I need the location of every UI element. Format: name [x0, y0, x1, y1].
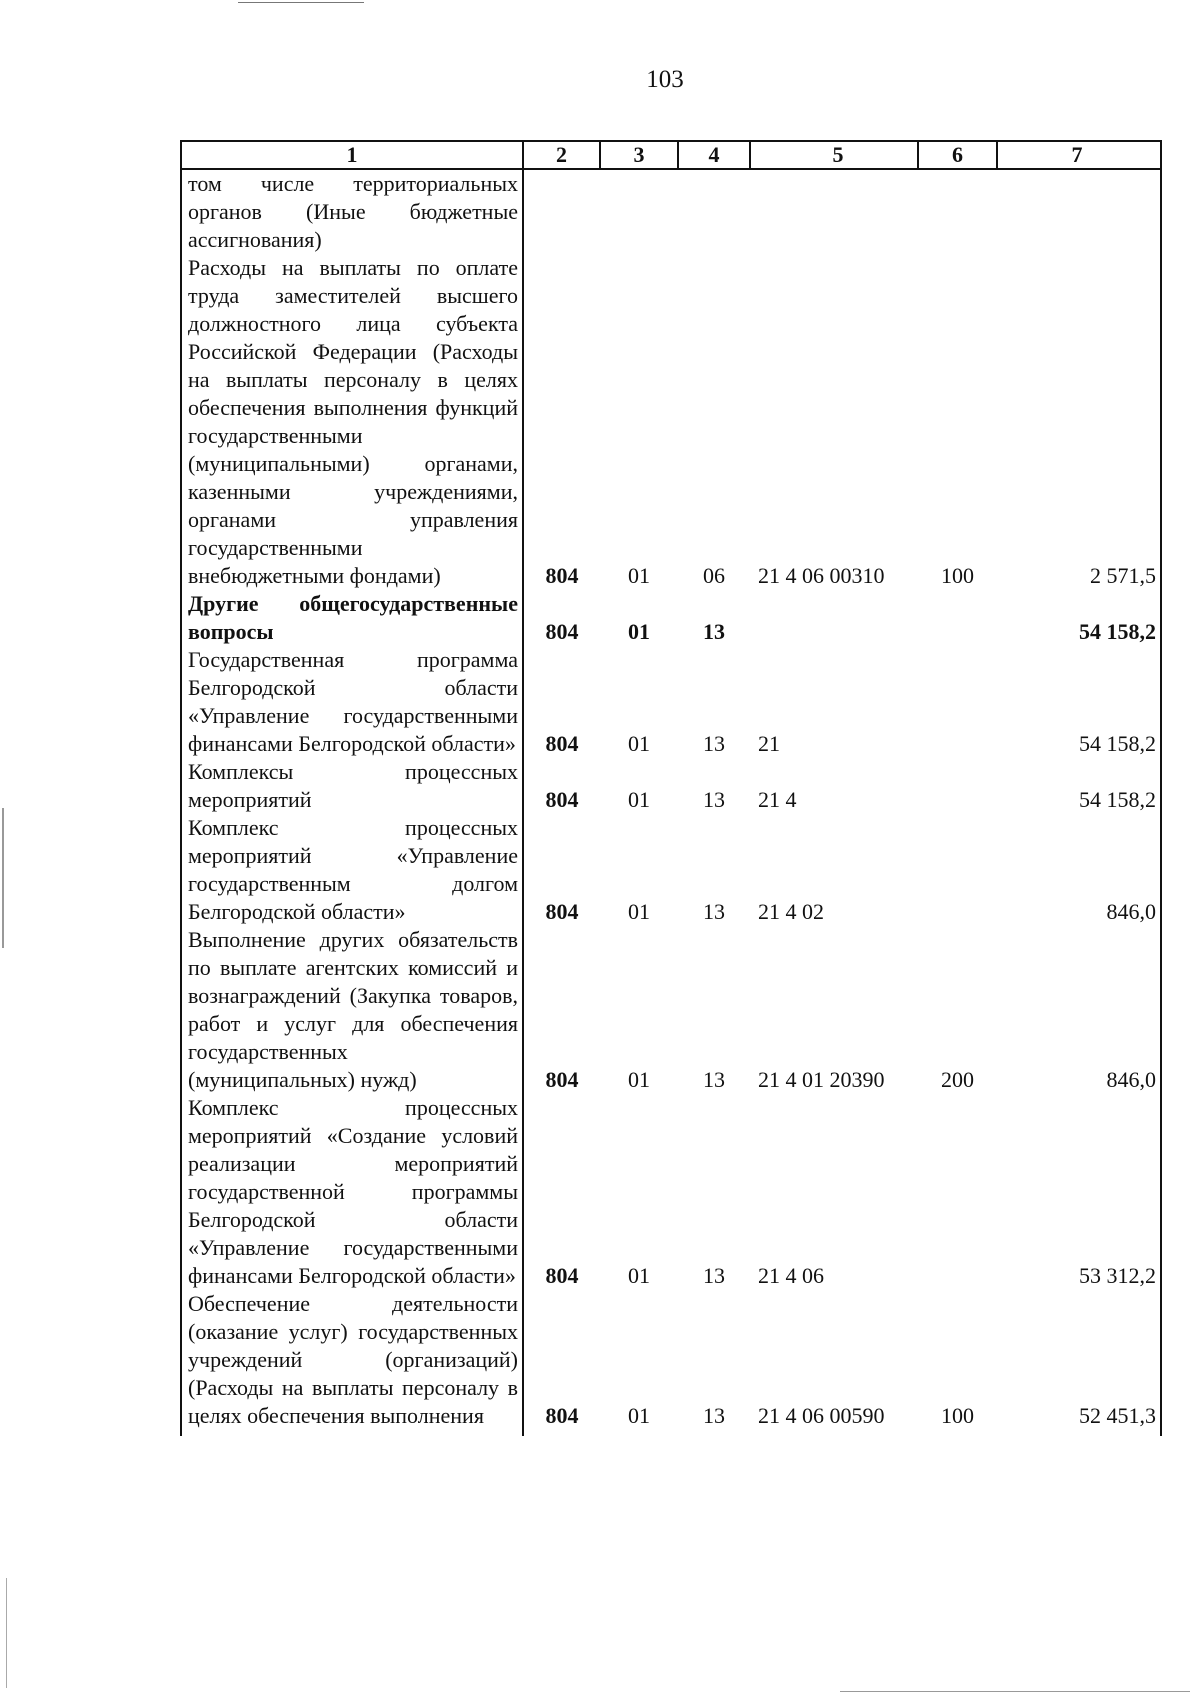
column-header-6: 6	[918, 141, 997, 169]
table-row	[181, 1290, 1161, 1436]
row-rz: 01	[628, 563, 650, 588]
page-number: 103	[646, 66, 684, 93]
table-row	[181, 169, 1161, 254]
row-sum: 2 571,5	[997, 254, 1161, 590]
row-pr	[678, 169, 750, 254]
table-row	[181, 254, 1161, 590]
row-sum: 846,0	[997, 814, 1161, 926]
row-sum: 52 451,3	[997, 1290, 1161, 1436]
scan-artifact-left-lower	[6, 1578, 7, 1688]
table-row	[181, 1094, 1161, 1290]
scan-artifact-bottom	[840, 1691, 1190, 1692]
table-row	[181, 758, 1161, 814]
column-header-7: 7	[997, 141, 1161, 169]
column-header-3: 3	[600, 141, 678, 169]
row-gr: 804	[545, 1403, 579, 1428]
row-csr	[750, 590, 918, 646]
row-pr: 13	[703, 619, 725, 644]
column-header-5: 5	[750, 141, 918, 169]
row-csr: 21 4 06	[758, 1263, 824, 1288]
row-sum: 53 312,2	[997, 1094, 1161, 1290]
column-header-1: 1	[181, 141, 523, 169]
table-row	[181, 814, 1161, 926]
row-name: Выполнение других обязательств по выплате агентских комиссий и вознаграждений (Закупка товаров, работ и услуг для обеспечения государственных (муниципальных) нужд)	[188, 927, 518, 1092]
row-sum: 846,0	[997, 926, 1161, 1094]
row-csr: 21 4 01 20390	[758, 1067, 885, 1092]
row-gr: 804	[545, 619, 579, 644]
row-vr	[918, 169, 997, 254]
row-vr: 100	[941, 1403, 974, 1428]
row-gr: 804	[545, 731, 579, 756]
row-pr: 13	[703, 787, 725, 812]
row-rz: 01	[628, 787, 650, 812]
row-pr: 13	[703, 1403, 725, 1428]
row-rz: 01	[628, 1403, 650, 1428]
row-rz: 01	[628, 619, 650, 644]
table-row-section-heading	[181, 590, 1161, 646]
column-header-4: 4	[678, 141, 750, 169]
scan-artifact-top	[238, 2, 364, 3]
row-vr	[918, 1094, 997, 1290]
row-pr: 06	[703, 563, 725, 588]
row-rz	[600, 169, 678, 254]
row-rz: 01	[628, 1067, 650, 1092]
row-name: Комплексы процессных мероприятий	[188, 759, 518, 812]
row-rz: 01	[628, 731, 650, 756]
row-vr	[918, 646, 997, 758]
row-csr	[750, 169, 918, 254]
row-gr: 804	[545, 899, 579, 924]
row-sum: 54 158,2	[997, 590, 1161, 646]
row-name: том числе территориальных органов (Иные бюджетные ассигнования)	[188, 171, 518, 252]
row-name: Государственная программа Белгородской области «Управление государственными финансами Белгородской области»	[188, 647, 518, 756]
row-sum	[997, 169, 1161, 254]
table-body	[181, 169, 1161, 1436]
row-name: Комплекс процессных мероприятий «Создание условий реализации мероприятий государственной программы Белгородской области «Управление государственными финансами Белгородской области»	[188, 1095, 518, 1288]
row-vr	[918, 814, 997, 926]
row-gr: 804	[545, 1263, 579, 1288]
row-gr: 804	[545, 1067, 579, 1092]
row-name: Расходы на выплаты по оплате труда заместителей высшего должностного лица субъекта Российской Федерации (Расходы на выплаты персоналу в целях обеспечения выполнения функций государственными (муниципальными) органами, казенными учреждениями, органами управления государственными внебюджетными фондами)	[188, 255, 518, 588]
row-name: Комплекс процессных мероприятий «Управление государственным долгом Белгородской области»	[188, 815, 518, 924]
row-rz: 01	[628, 899, 650, 924]
row-name: Другие общегосударственные вопросы	[188, 591, 518, 644]
row-gr: 804	[545, 563, 579, 588]
row-rz: 01	[628, 1263, 650, 1288]
table-row	[181, 646, 1161, 758]
row-sum: 54 158,2	[997, 758, 1161, 814]
row-pr: 13	[703, 1263, 725, 1288]
column-header-2: 2	[523, 141, 600, 169]
row-gr: 804	[545, 787, 579, 812]
row-csr: 21 4 02	[758, 899, 824, 924]
row-csr: 21 4 06 00310	[758, 563, 885, 588]
row-sum: 54 158,2	[997, 646, 1161, 758]
row-gr	[523, 169, 600, 254]
row-csr: 21	[758, 731, 780, 756]
row-vr: 100	[941, 563, 974, 588]
row-name: Обеспечение деятельности (оказание услуг) государственных учреждений (организаций) (Расходы на выплаты персоналу в целях обеспечения выполнения	[188, 1291, 518, 1428]
table-row	[181, 926, 1161, 1094]
row-vr	[918, 590, 997, 646]
row-csr: 21 4 06 00590	[758, 1403, 885, 1428]
row-pr: 13	[703, 1067, 725, 1092]
row-pr: 13	[703, 899, 725, 924]
row-csr: 21 4	[758, 787, 797, 812]
row-pr: 13	[703, 731, 725, 756]
budget-table	[180, 140, 1162, 1436]
row-vr: 200	[941, 1067, 974, 1092]
row-vr	[918, 758, 997, 814]
column-header-row	[181, 141, 1161, 169]
scan-artifact-left	[2, 808, 4, 948]
